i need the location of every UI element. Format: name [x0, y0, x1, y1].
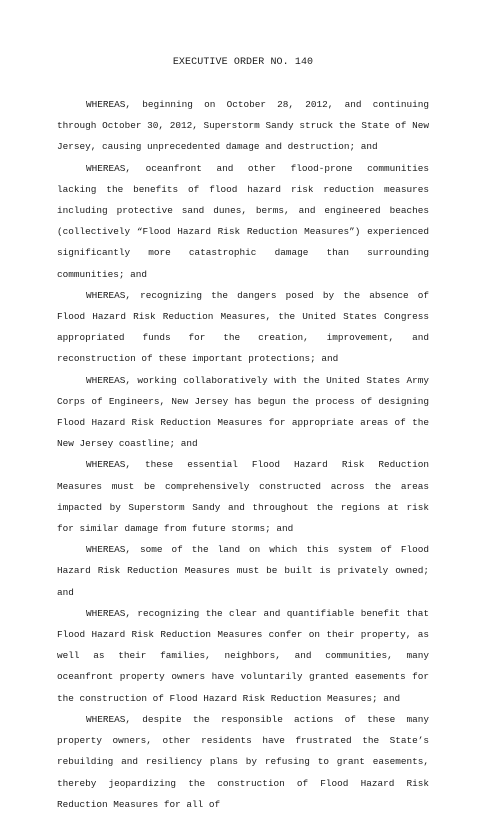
paragraph-7: WHEREAS, recognizing the clear and quantifiable benefit that Flood Hazard Risk Reduction Measures confer on their property, as well as their families, neighbors, and communities, many oceanfront property owners have voluntarily granted easements for the construction of Flood Hazard Risk Reduction Measures; and: [57, 607, 429, 704]
document-title: EXECUTIVE ORDER NO. 140: [172, 57, 314, 68]
paragraph-8: WHEREAS, despite the responsible actions of these many property owners, other residents have frustrated the State’s rebuilding and resiliency plans by refusing to grant easements, thereby jeopardizing the construction of Flood Hazard Risk Reduction Measures for all of: [57, 713, 429, 810]
paragraph-4: WHEREAS, working collaboratively with the United States Army Corps of Engineers, New Jersey has begun the process of designing Flood Hazard Risk Reduction Measures for appropriate areas of the New Jersey coastline; and: [57, 374, 429, 450]
paragraph-1: WHEREAS, beginning on October 28, 2012, and continuing through October 30, 2012, Superstorm Sandy struck the State of New Jersey, causing unprecedented damage and destruction; and: [57, 99, 429, 153]
document-body: [57, 94, 429, 815]
paragraph-3: WHEREAS, recognizing the dangers posed by the absence of Flood Hazard Risk Reduction Measures, the United States Congress appropriated funds for the creation, improvement, and reconstruction of these important protections; and: [57, 289, 429, 365]
paragraph-6: WHEREAS, some of the land on which this system of Flood Hazard Risk Reduction Measures must be built is privately owned; and: [57, 544, 429, 598]
paragraph-5: WHEREAS, these essential Flood Hazard Risk Reduction Measures must be comprehensively constructed across the areas impacted by Superstorm Sandy and throughout the regions at risk for similar damage from future storms; and: [57, 459, 429, 535]
paragraph-2: WHEREAS, oceanfront and other flood-prone communities lacking the benefits of flood hazard risk reduction measures including protective sand dunes, berms, and engineered beaches (collectively “Flood Hazard Risk Reduction Measures”) experienced significantly more catastrophic damage than surrounding communities; and: [57, 162, 429, 280]
